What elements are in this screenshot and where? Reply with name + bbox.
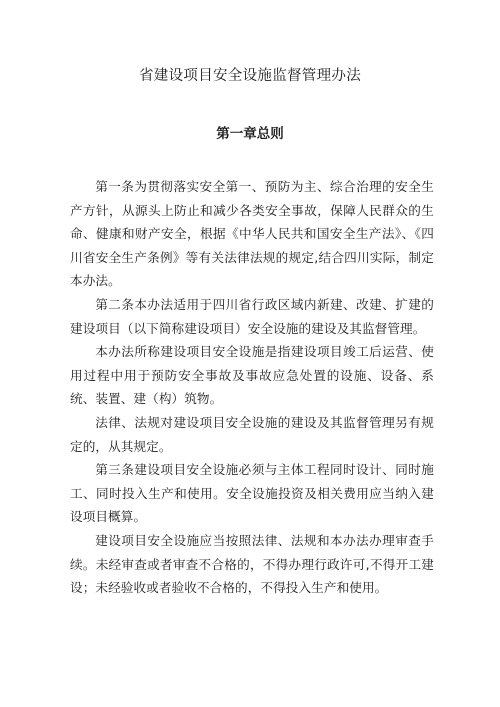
chapter-heading: 第一章总则 [216,126,284,142]
document-title: 省建设项目安全设施监督管理办法 [139,68,361,84]
document-body [70,175,434,600]
paragraph-definition: 本办法所称建设项目安全设施是指建设项目竣工后运营、使用过程中用于预防安全事故及事故应急处置的设施、设备、系统、装置、建（构）筑物。 [70,344,434,407]
paragraph-review-procedure: 建设项目安全设施应当按照法律、法规和本办法办理审查手续。未经审查或者审查不合格的，不得办理行政许可,不得开工建设；未经验收或者验收不合格的，不得投入生产和使用。 [70,532,434,596]
paragraph-article-1: 第一条为贯彻落实安全第一、预防为主、综合治理的安全生产方针，从源头上防止和减少各类安全事故，保障人民群众的生命、健康和财产安全，根据《中华人民共和国安全生产法》、《四川省安全生产条例》等有关法律法规的规定,结合四川实际，制定本办法。 [70,179,434,289]
paragraph-article-3: 第三条建设项目安全设施必须与主体工程同时设计、同时施工、同时投入生产和使用。安全设施投资及相关费用应当纳入建设项目概算。 [70,462,434,525]
paragraph-exception: 法律、法规对建设项目安全设施的建设及其监督管理另有规定的，从其规定。 [70,414,434,454]
paragraph-article-2: 第二条本办法适用于四川省行政区域内新建、改建、扩建的建设项目（以下简称建设项目）安全设施的建设及其监督管理。 [70,296,434,336]
